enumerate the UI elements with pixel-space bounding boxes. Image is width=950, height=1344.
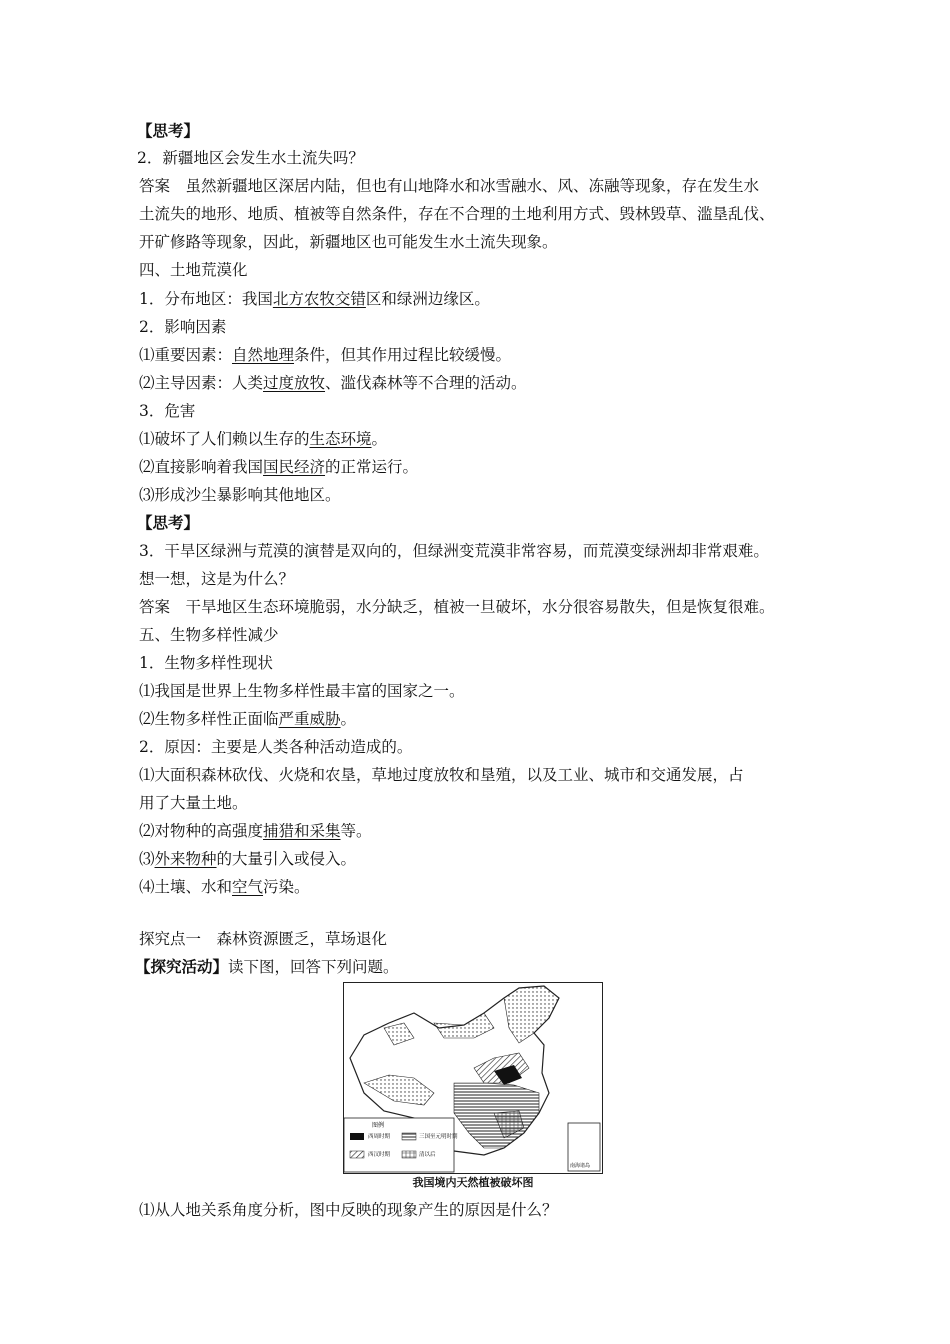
text-line (139, 1200, 558, 1220)
legend-title: 图例 (372, 1122, 385, 1129)
text-line (139, 457, 418, 477)
text-line (139, 681, 465, 701)
text-segment: 【探究活动】 (135, 957, 229, 976)
figure-caption: 我国境内天然植被破坏图 (412, 1176, 534, 1189)
text-segment: 、滥伐森林等不合理的活动。 (325, 374, 527, 392)
text-segment: 【思考】 (137, 121, 200, 140)
text-line (139, 821, 372, 841)
text-line (139, 569, 294, 589)
underlined-answer: 国民经济 (263, 458, 326, 476)
text-line (137, 148, 364, 168)
legend-item-2: 三国至元明时期 (419, 1134, 458, 1140)
text-line (139, 597, 775, 617)
text-segment: ⑴从人地关系角度分析，图中反映的现象产生的原因是什么？ (139, 1201, 558, 1219)
text-segment: ⑴重要因素： (139, 346, 233, 364)
text-line (139, 653, 273, 673)
text-segment: 等。 (340, 822, 372, 840)
text-line (139, 625, 279, 645)
text-segment: ⑴破坏了人们赖以生存的 (139, 430, 310, 448)
text-segment: 1．生物多样性现状 (139, 654, 273, 672)
text-segment: ⑵对物种的高强度 (139, 822, 264, 840)
text-segment: ⑷土壤、水和 (139, 878, 233, 896)
underlined-answer: 空气 (232, 878, 264, 896)
text-line (139, 260, 248, 280)
text-segment: 污染。 (263, 878, 310, 896)
underlined-answer: 自然地理 (232, 346, 295, 364)
text-line (139, 204, 775, 224)
text-line (139, 765, 744, 785)
text-segment: 1．分布地区：我国 (139, 290, 273, 308)
underlined-answer: 过度放牧 (263, 374, 326, 392)
text-segment: ⑶ (139, 850, 155, 868)
underlined-answer: 北方农牧交错 (272, 290, 366, 308)
text-line (139, 877, 310, 897)
text-segment: 探究点一 森林资源匮乏，草场退化 (139, 930, 388, 948)
text-line (139, 929, 387, 949)
text-line (139, 849, 356, 869)
text-line (139, 709, 356, 729)
text-line (139, 289, 490, 309)
text-segment: 的正常运行。 (325, 458, 419, 476)
legend-item-1: 西周时期 (368, 1134, 391, 1140)
text-segment: 答案 虽然新疆地区深居内陆，但也有山地降水和冰雪融水、风、冻融等现象，存在发生水 (139, 177, 760, 195)
text-segment: 想一想，这是为什么？ (139, 570, 295, 588)
text-segment: 读下图，回答下列问题。 (228, 958, 399, 976)
text-segment: ⑵直接影响着我国 (139, 458, 264, 476)
text-line (139, 485, 341, 505)
text-segment: ⑶形成沙尘暴影响其他地区。 (139, 486, 341, 504)
text-segment: 3．干旱区绿洲与荒漠的演替是双向的，但绿洲变荒漠非常容易，而荒漠变绿洲却非常艰难。 (139, 542, 769, 560)
text-line (139, 373, 527, 393)
text-segment: ⑵主导因素：人类 (139, 374, 264, 392)
underlined-answer: 外来物种 (154, 850, 217, 868)
text-segment: 条件，但其作用过程比较缓慢。 (294, 346, 512, 364)
text-line (139, 541, 769, 561)
text-segment: 的大量引入或侵入。 (216, 850, 357, 868)
text-line (139, 232, 558, 252)
legend-item-3: 西汉时期 (368, 1152, 391, 1158)
text-line (139, 345, 511, 365)
text-segment: ⑴大面积森林砍伐、火烧和农垦，草地过度放牧和垦殖，以及工业、城市和交通发展，占 (139, 766, 744, 784)
text-line (137, 513, 199, 533)
text-segment: ⑵生物多样性正面临 (139, 710, 279, 728)
text-line (135, 957, 399, 977)
text-line (139, 401, 195, 421)
text-segment: 答案 干旱地区生态环境脆弱，水分缺乏，植被一旦破坏，水分很容易散失，但是恢复很难。 (139, 598, 775, 616)
text-segment: 区和绿洲边缘区。 (365, 290, 490, 308)
text-segment: 2．影响因素 (139, 318, 227, 336)
legend-item-4: 清以后 (419, 1152, 436, 1158)
text-line (139, 176, 759, 196)
text-line (139, 429, 387, 449)
text-segment: 。 (371, 430, 388, 448)
text-segment: 用了大量土地。 (139, 794, 248, 812)
text-segment: 3．危害 (139, 402, 196, 420)
text-segment: 土流失的地形、地质、植被等自然条件，存在不合理的土地利用方式、毁林毁草、滥垦乱伐、 (139, 205, 775, 223)
text-segment: 2．新疆地区会发生水土流失吗？ (137, 149, 364, 167)
underlined-answer: 严重威胁 (278, 710, 341, 728)
text-line (139, 793, 248, 813)
text-line (139, 737, 412, 757)
text-line (137, 121, 199, 141)
inset-label: 南海诸岛 (570, 1163, 591, 1169)
vegetation-map (343, 982, 603, 1174)
china-map-graphic (344, 983, 602, 1173)
text-segment: 四、土地荒漠化 (139, 261, 248, 279)
text-segment: 开矿修路等现象，因此，新疆地区也可能发生水土流失现象。 (139, 233, 558, 251)
text-segment: 【思考】 (137, 513, 200, 532)
underlined-answer: 捕猎和采集 (263, 822, 341, 840)
text-line (139, 317, 226, 337)
underlined-answer: 生态环境 (309, 430, 372, 448)
text-segment: 2．原因：主要是人类各种活动造成的。 (139, 738, 413, 756)
text-segment: 。 (340, 710, 357, 728)
text-segment: 五、生物多样性减少 (139, 626, 279, 644)
text-segment: ⑴我国是世界上生物多样性最丰富的国家之一。 (139, 682, 465, 700)
